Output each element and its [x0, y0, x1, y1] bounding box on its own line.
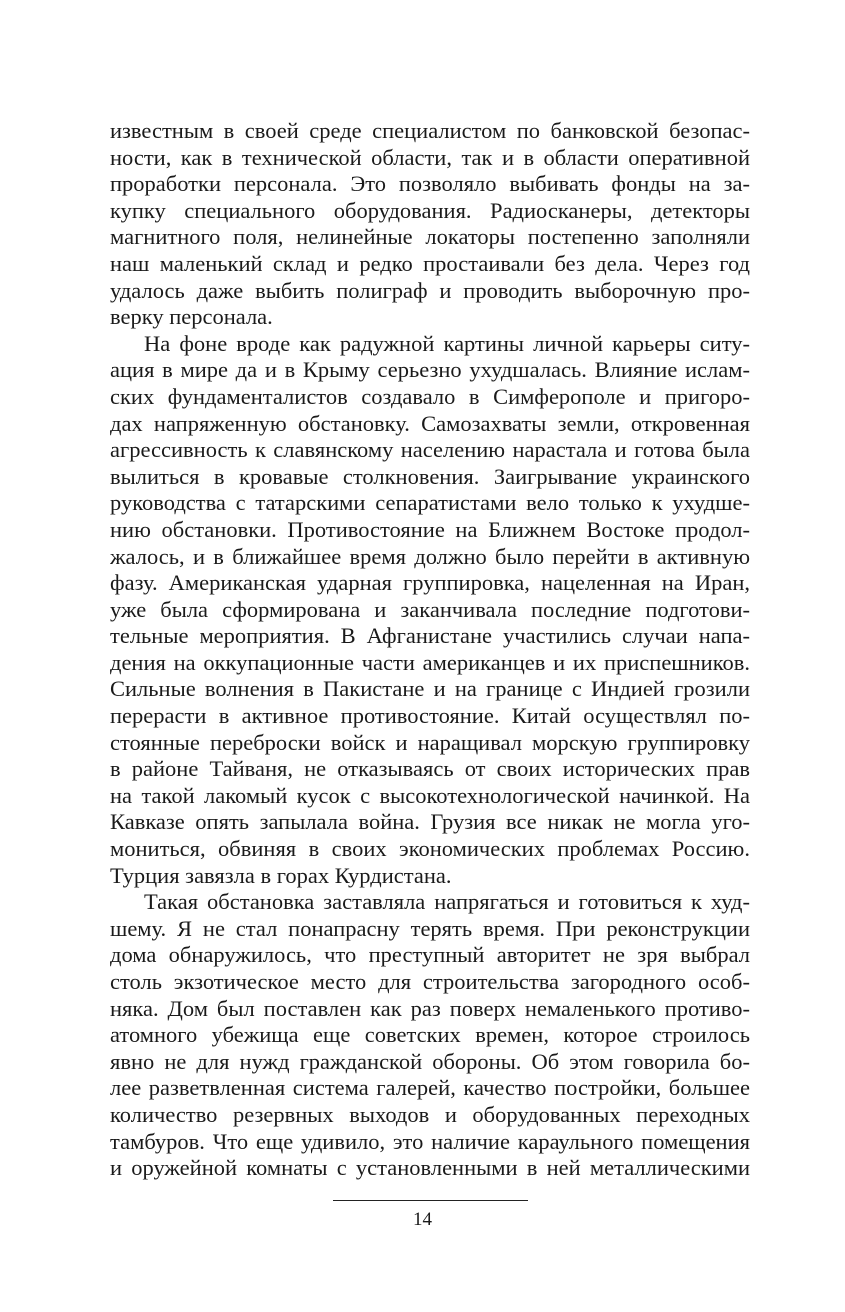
text-line: известным в своей среде специалистом по банковской безопас-: [110, 118, 750, 143]
text-line: дома обнаружилось, что преступный авторитет не зря выбрал: [110, 942, 750, 968]
text-line: жалось, и в ближайшее время должно было перейти в активную: [110, 543, 750, 569]
text-line: Турция завязла в горах Курдистана.: [110, 862, 452, 888]
text-line: наш маленький склад и редко простаивали без дела. Через год: [110, 250, 750, 276]
paragraph: [110, 118, 750, 331]
text-line: в районе Тайваня, не отказываясь от своих исторических прав: [110, 756, 750, 782]
text-line: явно не для нужд гражданской обороны. Об этом говорила бо-: [110, 1048, 750, 1074]
text-line: на такой лакомый кусок с высокотехнологической начинкой. На: [110, 782, 750, 808]
text-line: тамбуров. Что еще удивило, это наличие караульного помещения: [110, 1128, 750, 1154]
text-line: фазу. Американская ударная группировка, нацеленная на Иран,: [110, 570, 750, 596]
text-line: ности, как в технической области, так и в области оперативной: [110, 144, 750, 170]
text-line: Кавказе опять запылала война. Грузия все никак не могла уго-: [110, 809, 750, 835]
page-body: [110, 118, 750, 1182]
text-line: руководства с татарскими сепаратистами вело только к ухудше-: [110, 490, 750, 516]
text-line: и оружейной комнаты с установленными в ней металлическими: [110, 1155, 750, 1181]
text-line: мониться, обвиняя в своих экономических проблемах Россию.: [110, 836, 750, 862]
text-line: агрессивность к славянскому населению нарастала и готова была: [110, 437, 750, 463]
page-number: 14: [413, 1209, 432, 1230]
text-line: шему. Я не стал понапрасну терять время. При реконструкции: [110, 915, 750, 941]
paragraph: [110, 889, 750, 1182]
text-line: лее разветвленная система галерей, качество постройки, большее: [110, 1075, 750, 1101]
text-line: ация в мире да и в Крыму серьезно ухудшалась. Влияние ислам-: [110, 357, 750, 383]
text-line: атомного убежища еще советских времен, которое строилось: [110, 1022, 750, 1048]
text-line: нию обстановки. Противостояние на Ближнем Востоке продол-: [110, 516, 750, 542]
paragraph: [110, 331, 750, 889]
text-line: няка. Дом был поставлен как раз поверх немаленького противо-: [110, 995, 750, 1021]
text-line: количество резервных выходов и оборудованных переходных: [110, 1101, 750, 1127]
text-line: верку персонала.: [110, 304, 273, 330]
text-line: Такая обстановка заставляла напрягаться и готовиться к худ-: [144, 889, 750, 915]
text-line: проработки персонала. Это позволяло выбивать фонды на за-: [110, 171, 750, 197]
text-line: дения на оккупационные части американцев и их приспешников.: [110, 649, 750, 675]
text-line: купку специального оборудования. Радиосканеры, детекторы: [110, 197, 750, 223]
text-line: дах напряженную обстановку. Самозахваты земли, откровенная: [110, 410, 750, 436]
text-line: магнитного поля, нелинейные локаторы постепенно заполняли: [110, 224, 750, 250]
text-line: На фоне вроде как радужной картины личной карьеры ситу-: [144, 330, 750, 356]
text-line: уже была сформирована и заканчивала последние подготови-: [110, 596, 750, 622]
text-line: Сильные волнения в Пакистане и на границе с Индией грозили: [110, 676, 750, 702]
footer-rule: [333, 1200, 528, 1201]
text-line: вылиться в кровавые столкновения. Заигрывание украинского: [110, 463, 750, 489]
text-line: ских фундаменталистов создавало в Симферополе и пригоро-: [110, 383, 750, 409]
text-line: стоянные переброски войск и наращивал морскую группировку: [110, 729, 750, 755]
text-line: перерасти в активное противостояние. Китай осуществлял по-: [110, 703, 750, 729]
text-line: тельные мероприятия. В Афганистане участились случаи напа-: [110, 623, 750, 649]
text-line: удалось даже выбить полиграф и проводить выборочную про-: [110, 277, 750, 303]
text-line: столь экзотическое место для строительства загородного особ-: [110, 969, 750, 994]
